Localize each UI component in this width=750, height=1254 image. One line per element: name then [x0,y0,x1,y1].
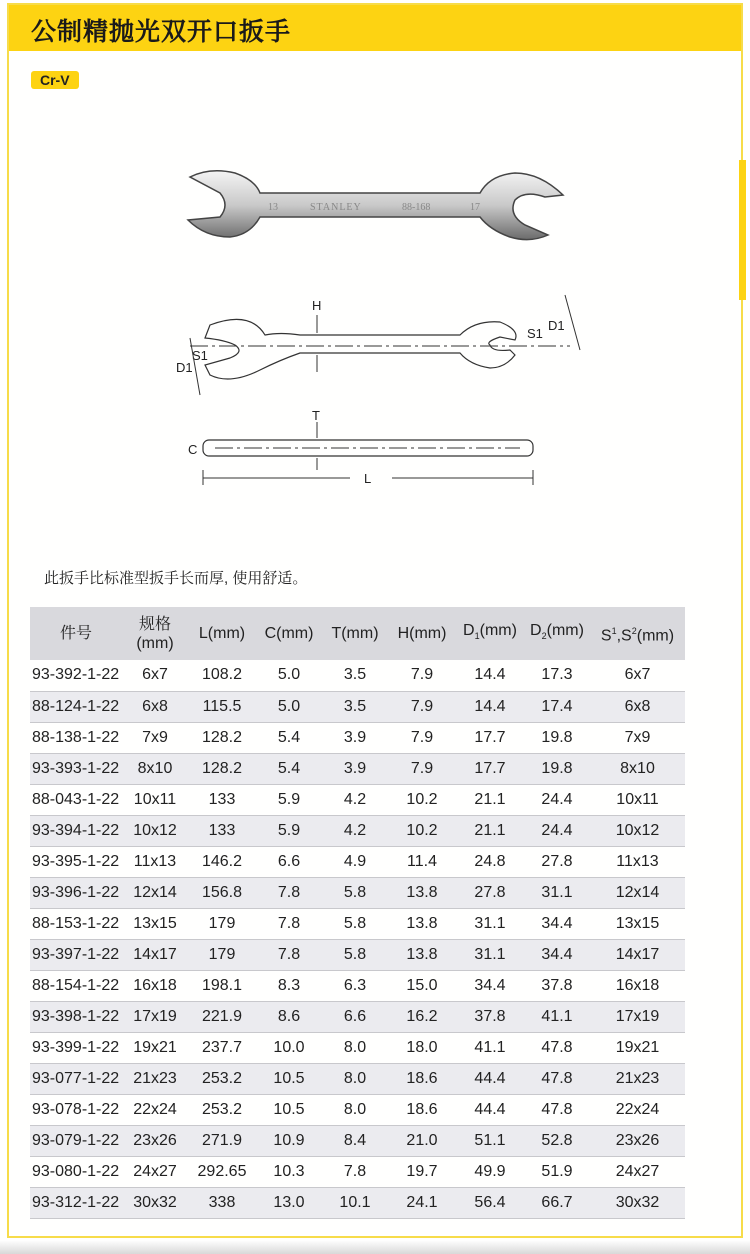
table-cell: 18.6 [388,1094,456,1125]
table-cell: 24.1 [388,1187,456,1218]
table-row [30,1094,685,1125]
table-cell: 7.8 [256,908,322,939]
table-cell: 31.1 [456,908,524,939]
table-cell: 19x21 [122,1032,188,1063]
table-cell: 292.65 [188,1156,256,1187]
table-cell: 93-396-1-22 [30,877,122,908]
table-cell: 13.0 [256,1187,322,1218]
table-cell: 10x11 [590,784,685,815]
table-cell: 6.6 [322,1001,388,1032]
table-cell: 93-399-1-22 [30,1032,122,1063]
table-cell: 5.4 [256,753,322,784]
col-size: 规格 (mm) [122,607,188,660]
table-cell: 14x17 [590,939,685,970]
table-cell: 5.0 [256,691,322,722]
table-cell: 6.3 [322,970,388,1001]
table-cell: 19.8 [524,722,590,753]
table-cell: 41.1 [524,1001,590,1032]
table-cell: 10.3 [256,1156,322,1187]
col-h: H(mm) [388,607,456,660]
table-cell: 5.0 [256,660,322,691]
table-cell: 49.9 [456,1156,524,1187]
label-h: H [312,298,322,313]
table-cell: 11x13 [122,846,188,877]
table-cell: 6.6 [256,846,322,877]
table-cell: 93-395-1-22 [30,846,122,877]
table-cell: 21.1 [456,784,524,815]
table-cell: 23x26 [590,1125,685,1156]
table-cell: 338 [188,1187,256,1218]
table-cell: 4.2 [322,784,388,815]
table-cell: 4.2 [322,815,388,846]
table-cell: 5.9 [256,784,322,815]
table-row [30,784,685,815]
table-cell: 44.4 [456,1094,524,1125]
table-row [30,939,685,970]
table-cell: 37.8 [524,970,590,1001]
table-cell: 11.4 [388,846,456,877]
description-note: 此扳手比标准型扳手长而厚, 使用舒适。 [44,570,308,587]
table-cell: 93-080-1-22 [30,1156,122,1187]
table-cell: 13x15 [122,908,188,939]
side-accent [739,160,746,300]
table-cell: 34.4 [456,970,524,1001]
bottom-shadow [0,1240,750,1254]
table-cell: 5.8 [322,877,388,908]
table-cell: 24.4 [524,815,590,846]
table-cell: 271.9 [188,1125,256,1156]
col-t: T(mm) [322,607,388,660]
table-cell: 51.1 [456,1125,524,1156]
table-cell: 21.0 [388,1125,456,1156]
table-cell: 198.1 [188,970,256,1001]
table-cell: 3.9 [322,753,388,784]
table-cell: 13x15 [590,908,685,939]
table-row [30,908,685,939]
table-cell: 7x9 [122,722,188,753]
table-cell: 30x32 [590,1187,685,1218]
table-cell: 133 [188,784,256,815]
table-cell: 18.6 [388,1063,456,1094]
table-row [30,970,685,1001]
table-cell: 22x24 [122,1094,188,1125]
col-l: L(mm) [188,607,256,660]
table-cell: 93-312-1-22 [30,1187,122,1218]
label-t: T [312,408,320,423]
dimension-diagram [170,290,590,490]
col-s: $S^1,S^2(mm)$ [590,607,685,660]
table-cell: 24.8 [456,846,524,877]
label-d1-right: D1 [548,318,565,333]
table-cell: 108.2 [188,660,256,691]
table-cell: 93-394-1-22 [30,815,122,846]
table-cell: 16.2 [388,1001,456,1032]
table-cell: 179 [188,908,256,939]
table-cell: 8x10 [590,753,685,784]
table-cell: 237.7 [188,1032,256,1063]
table-cell: 17x19 [590,1001,685,1032]
table-cell: 21.1 [456,815,524,846]
table-cell: 93-397-1-22 [30,939,122,970]
table-cell: 27.8 [456,877,524,908]
table-row [30,1156,685,1187]
table-cell: 41.1 [456,1032,524,1063]
table-cell: 12x14 [122,877,188,908]
table-cell: 14x17 [122,939,188,970]
table-cell: 10.9 [256,1125,322,1156]
table-cell: 115.5 [188,691,256,722]
table-cell: 10x11 [122,784,188,815]
table-cell: 10.1 [322,1187,388,1218]
brand-mark: STANLEY [310,202,362,213]
label-c: C [188,442,198,457]
table-cell: 13.8 [388,908,456,939]
table-cell: 5.4 [256,722,322,753]
spec-table [30,607,685,1219]
table-cell: 19.7 [388,1156,456,1187]
table-cell: 16x18 [590,970,685,1001]
table-row [30,1001,685,1032]
table-cell: 6x8 [590,691,685,722]
table-cell: 10.2 [388,784,456,815]
table-cell: 19.8 [524,753,590,784]
table-cell: 7.9 [388,691,456,722]
table-cell: 5.9 [256,815,322,846]
code-mark: 88-168 [402,202,431,213]
table-cell: 34.4 [524,908,590,939]
table-cell: 8x10 [122,753,188,784]
table-cell: 24x27 [590,1156,685,1187]
table-cell: 93-077-1-22 [30,1063,122,1094]
table-cell: 31.1 [524,877,590,908]
table-cell: 11x13 [590,846,685,877]
label-l: L [364,471,372,486]
table-cell: 179 [188,939,256,970]
table-cell: 30x32 [122,1187,188,1218]
table-cell: 8.4 [322,1125,388,1156]
table-row [30,846,685,877]
table-cell: 8.3 [256,970,322,1001]
table-cell: 88-154-1-22 [30,970,122,1001]
table-cell: 93-078-1-22 [30,1094,122,1125]
table-cell: 51.9 [524,1156,590,1187]
table-cell: 146.2 [188,846,256,877]
table-row [30,1063,685,1094]
table-cell: 7.8 [322,1156,388,1187]
table-cell: 7.9 [388,660,456,691]
table-cell: 31.1 [456,939,524,970]
table-cell: 66.7 [524,1187,590,1218]
table-cell: 253.2 [188,1094,256,1125]
table-cell: 88-124-1-22 [30,691,122,722]
table-row [30,877,685,908]
table-cell: 6x7 [590,660,685,691]
table-cell: 47.8 [524,1032,590,1063]
table-cell: 221.9 [188,1001,256,1032]
size-mark-right: 17 [470,202,480,213]
table-cell: 17.7 [456,753,524,784]
table-cell: 6x7 [122,660,188,691]
table-row [30,1187,685,1218]
table-cell: 37.8 [456,1001,524,1032]
table-cell: 10.0 [256,1032,322,1063]
label-d1-left: D1 [176,360,193,375]
table-cell: 15.0 [388,970,456,1001]
col-d2: $D_2(mm)$ [524,607,590,660]
table-cell: 7x9 [590,722,685,753]
label-s1-right: S1 [527,326,543,341]
table-cell: 23x26 [122,1125,188,1156]
table-cell: 128.2 [188,753,256,784]
table-cell: 3.9 [322,722,388,753]
table-cell: 3.5 [322,660,388,691]
table-cell: 8.6 [256,1001,322,1032]
col-d1: $D_1(mm)$ [456,607,524,660]
title-bar [9,5,741,51]
table-row [30,1032,685,1063]
table-cell: 7.9 [388,753,456,784]
table-cell: 8.0 [322,1032,388,1063]
table-cell: 56.4 [456,1187,524,1218]
table-cell: 5.8 [322,939,388,970]
table-cell: 52.8 [524,1125,590,1156]
table-cell: 8.0 [322,1094,388,1125]
table-cell: 7.8 [256,939,322,970]
table-row [30,660,685,691]
table-cell: 47.8 [524,1063,590,1094]
table-cell: 24.4 [524,784,590,815]
table-cell: 17.3 [524,660,590,691]
table-cell: 13.8 [388,877,456,908]
table-cell: 10x12 [590,815,685,846]
col-part-no: 件号 [30,607,122,660]
table-cell: 93-393-1-22 [30,753,122,784]
table-row [30,722,685,753]
page-title: 公制精抛光双开口扳手 [31,18,292,46]
table-cell: 88-138-1-22 [30,722,122,753]
table-cell: 93-398-1-22 [30,1001,122,1032]
table-cell: 13.8 [388,939,456,970]
table-cell: 17x19 [122,1001,188,1032]
table-cell: 88-043-1-22 [30,784,122,815]
table-cell: 6x8 [122,691,188,722]
table-cell: 22x24 [590,1094,685,1125]
table-cell: 7.8 [256,877,322,908]
table-cell: 17.4 [524,691,590,722]
table-cell: 12x14 [590,877,685,908]
table-cell: 21x23 [122,1063,188,1094]
table-row [30,753,685,784]
material-badge: Cr-V [31,71,79,89]
table-cell: 128.2 [188,722,256,753]
table-cell: 10.2 [388,815,456,846]
table-cell: 16x18 [122,970,188,1001]
table-cell: 156.8 [188,877,256,908]
table-cell: 10x12 [122,815,188,846]
table-row [30,815,685,846]
wrench-photo [180,165,570,245]
table-cell: 14.4 [456,660,524,691]
size-mark-left: 13 [268,202,278,213]
table-row [30,1125,685,1156]
table-cell: 4.9 [322,846,388,877]
table-cell: 34.4 [524,939,590,970]
table-cell: 133 [188,815,256,846]
table-cell: 24x27 [122,1156,188,1187]
table-cell: 17.7 [456,722,524,753]
table-cell: 93-392-1-22 [30,660,122,691]
table-cell: 47.8 [524,1094,590,1125]
table-cell: 5.8 [322,908,388,939]
table-header [30,607,685,660]
table-cell: 27.8 [524,846,590,877]
table-cell: 10.5 [256,1063,322,1094]
table-cell: 3.5 [322,691,388,722]
table-cell: 21x23 [590,1063,685,1094]
table-cell: 93-079-1-22 [30,1125,122,1156]
table-cell: 253.2 [188,1063,256,1094]
table-cell: 7.9 [388,722,456,753]
table-cell: 14.4 [456,691,524,722]
table-cell: 44.4 [456,1063,524,1094]
table-cell: 88-153-1-22 [30,908,122,939]
label-s1-left: S1 [192,348,208,363]
table-cell: 19x21 [590,1032,685,1063]
table-cell: 18.0 [388,1032,456,1063]
table-cell: 10.5 [256,1094,322,1125]
table-row [30,691,685,722]
table-cell: 8.0 [322,1063,388,1094]
col-c: C(mm) [256,607,322,660]
